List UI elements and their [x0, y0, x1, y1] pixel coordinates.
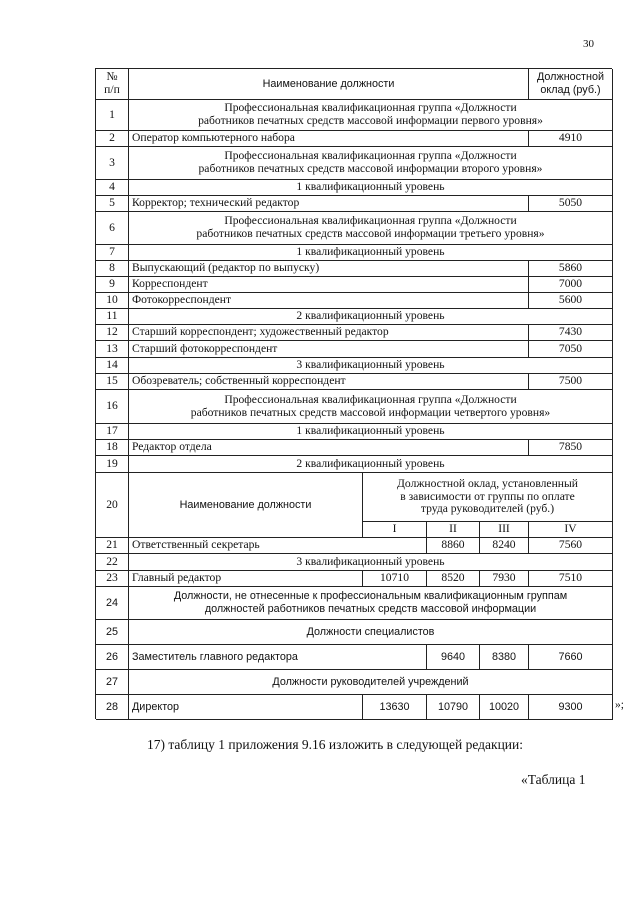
r18-salary: 7850	[529, 440, 613, 456]
r17-num: 17	[96, 424, 129, 440]
r14-text: 3 квалификационный уровень	[129, 358, 613, 374]
r21-group-1: 8860	[427, 538, 480, 554]
r5-name: Корректор; технический редактор	[129, 196, 529, 212]
r8-salary: 5860	[529, 261, 613, 277]
r21-num: 21	[96, 538, 129, 554]
r26-num: 26	[96, 645, 129, 670]
r18-name: Редактор отдела	[129, 440, 529, 456]
r28-group-2: 10790	[427, 695, 480, 720]
r20-num: 20	[96, 473, 129, 538]
r10-salary: 5600	[529, 293, 613, 309]
r9-salary: 7000	[529, 277, 613, 293]
r21-name: Ответственный секретарь	[129, 538, 427, 554]
r20-group-I: I	[363, 522, 427, 538]
page-number: 30	[583, 38, 594, 50]
r20-group-III: III	[480, 522, 529, 538]
r14-num: 14	[96, 358, 129, 374]
r6-num: 6	[96, 212, 129, 245]
r3-num: 3	[96, 147, 129, 180]
r2-salary: 4910	[529, 131, 613, 147]
r13-name: Старший фотокорреспондент	[129, 341, 529, 358]
r26-group-2: 8380	[480, 645, 529, 670]
r20-group-II: II	[427, 522, 480, 538]
r1-num: 1	[96, 100, 129, 131]
r23-group-3: 7930	[480, 571, 529, 587]
r4-num: 4	[96, 180, 129, 196]
r21-group-3-4: 7560	[529, 538, 613, 554]
r25-num: 25	[96, 620, 129, 645]
r2-num: 2	[96, 131, 129, 147]
r13-salary: 7050	[529, 341, 613, 358]
r9-num: 9	[96, 277, 129, 293]
r18-num: 18	[96, 440, 129, 456]
r24-num: 24	[96, 587, 129, 620]
r20-salary-header: Должностной оклад, установленный в зависимости от группы по оплате труда руководителей (руб.)	[363, 473, 613, 522]
r24-text: Должности, не отнесенные к профессиональным квалификационным группам должностей работников печатных средств массовой информации	[129, 587, 613, 620]
header-name: Наименование должности	[129, 69, 529, 100]
r28-group-1: 13630	[363, 695, 427, 720]
r6-text: Профессиональная квалификационная группа «Должности работников печатных средств массовой информации третьего уровня»	[129, 212, 613, 245]
r25-text: Должности специалистов	[129, 620, 613, 645]
r23-group-2: 8520	[427, 571, 480, 587]
r23-num: 23	[96, 571, 129, 587]
r11-num: 11	[96, 309, 129, 325]
r28-group-3: 10020	[480, 695, 529, 720]
r11-text: 2 квалификационный уровень	[129, 309, 613, 325]
r27-num: 27	[96, 670, 129, 695]
r26-name: Заместитель главного редактора	[129, 645, 427, 670]
r27-text: Должности руководителей учреждений	[129, 670, 613, 695]
r2-name: Оператор компьютерного набора	[129, 131, 529, 147]
r4-text: 1 квалификационный уровень	[129, 180, 613, 196]
r5-salary: 5050	[529, 196, 613, 212]
r23-group-1: 10710	[363, 571, 427, 587]
header-num: № п/п	[96, 69, 129, 100]
r26-group-3-4: 7660	[529, 645, 613, 670]
r19-text: 2 квалификационный уровень	[129, 456, 613, 473]
r15-salary: 7500	[529, 374, 613, 390]
r12-salary: 7430	[529, 325, 613, 341]
r16-text: Профессиональная квалификационная группа «Должности работников печатных средств массовой информации четвертого уровня»	[129, 390, 613, 424]
r15-num: 15	[96, 374, 129, 390]
r19-num: 19	[96, 456, 129, 473]
r15-name: Обозреватель; собственный корреспондент	[129, 374, 529, 390]
r23-name: Главный редактор	[129, 571, 363, 587]
r12-num: 12	[96, 325, 129, 341]
r9-name: Корреспондент	[129, 277, 529, 293]
r20-group-IV: IV	[529, 522, 613, 538]
r1-text: Профессиональная квалификационная группа «Должности работников печатных средств массовой информации первого уровня»	[129, 100, 613, 131]
r10-num: 10	[96, 293, 129, 309]
r12-name: Старший корреспондент; художественный редактор	[129, 325, 529, 341]
r3-text: Профессиональная квалификационная группа «Должности работников печатных средств массовой информации второго уровня»	[129, 147, 613, 180]
closing-quote-mark: »;	[615, 699, 624, 711]
r8-name: Выпускающий (редактор по выпуску)	[129, 261, 529, 277]
salary-table	[95, 68, 612, 719]
r20-name: Наименование должности	[129, 473, 363, 538]
r26-group-1: 9640	[427, 645, 480, 670]
r22-text: 3 квалификационный уровень	[129, 554, 613, 571]
r22-num: 22	[96, 554, 129, 571]
r21-group-2: 8240	[480, 538, 529, 554]
r28-name: Директор	[129, 695, 363, 720]
amendment-text: 17) таблицу 1 приложения 9.16 изложить в следующей редакции:	[147, 737, 524, 752]
r13-num: 13	[96, 341, 129, 358]
r5-num: 5	[96, 196, 129, 212]
r17-text: 1 квалификационный уровень	[129, 424, 613, 440]
r23-group-4: 7510	[529, 571, 613, 587]
header-salary: Должностной оклад (руб.)	[529, 69, 613, 100]
r10-name: Фотокорреспондент	[129, 293, 529, 309]
r28-num: 28	[96, 695, 129, 720]
table-caption: «Таблица 1	[521, 772, 586, 787]
r28-group-4: 9300	[529, 695, 613, 720]
r16-num: 16	[96, 390, 129, 424]
r7-num: 7	[96, 245, 129, 261]
r8-num: 8	[96, 261, 129, 277]
r7-text: 1 квалификационный уровень	[129, 245, 613, 261]
